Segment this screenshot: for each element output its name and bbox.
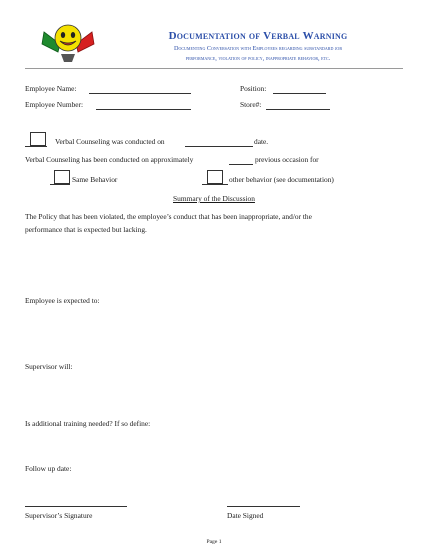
position-label: Position:	[240, 84, 267, 93]
subtitle-line-2: performance, violation of policy, inappropriate behavior, etc.	[185, 55, 331, 62]
page-number: Page 1	[206, 539, 222, 545]
conducted-date-line[interactable]	[185, 146, 253, 147]
employee-number-label: Employee Number:	[25, 100, 84, 109]
conducted-checkbox[interactable]	[30, 132, 46, 146]
employee-name-label: Employee Name:	[25, 84, 77, 93]
conducted-on-label: Verbal Counseling was conducted on	[55, 137, 165, 146]
date-signed-label: Date Signed	[227, 511, 264, 520]
supervisor-will-label: Supervisor will:	[25, 362, 73, 371]
same-behavior-checkbox[interactable]	[54, 170, 70, 184]
store-line[interactable]	[266, 109, 330, 110]
summary-heading: Summary of the Discussion	[173, 194, 255, 203]
other-behavior-underline	[202, 184, 228, 185]
employee-expected-label: Employee is expected to:	[25, 296, 100, 305]
page-title: Documentation of Verbal Warning	[168, 30, 348, 42]
conducted-checkbox-underline	[25, 146, 47, 147]
other-behavior-checkbox[interactable]	[207, 170, 223, 184]
other-behavior-label: other behavior (see documentation)	[229, 175, 334, 184]
supervisor-signature-label: Supervisor’s Signature	[25, 511, 93, 520]
policy-text-line-1: The Policy that has been violated, the employee’s conduct that has been inappropriate, and/or the	[25, 212, 312, 221]
same-behavior-underline	[50, 184, 70, 185]
employee-number-line[interactable]	[96, 109, 191, 110]
conducted-date-suffix: date.	[254, 137, 269, 146]
same-behavior-label: Same Behavior	[72, 175, 118, 184]
date-signed-line[interactable]	[227, 506, 300, 507]
position-line[interactable]	[273, 93, 326, 94]
supervisor-signature-line[interactable]	[25, 506, 127, 507]
page-subtitle	[108, 44, 408, 64]
employee-name-line[interactable]	[89, 93, 191, 94]
training-label: Is additional training needed? If so define:	[25, 419, 151, 428]
policy-text-line-2: performance that is expected but lacking.	[25, 225, 147, 234]
smiley-flag-logo	[38, 18, 98, 64]
header-rule	[25, 68, 403, 69]
follow-up-label: Follow up date:	[25, 464, 72, 473]
subtitle-line-1: Documenting Conversation with Employees regarding substandard job	[173, 45, 342, 52]
previous-count-line[interactable]	[229, 164, 253, 165]
previous-occasion-suffix: previous occasion for	[255, 155, 319, 164]
previous-occasion-label: Verbal Counseling has been conducted on approximately	[25, 155, 194, 164]
store-label: Store#:	[240, 100, 262, 109]
